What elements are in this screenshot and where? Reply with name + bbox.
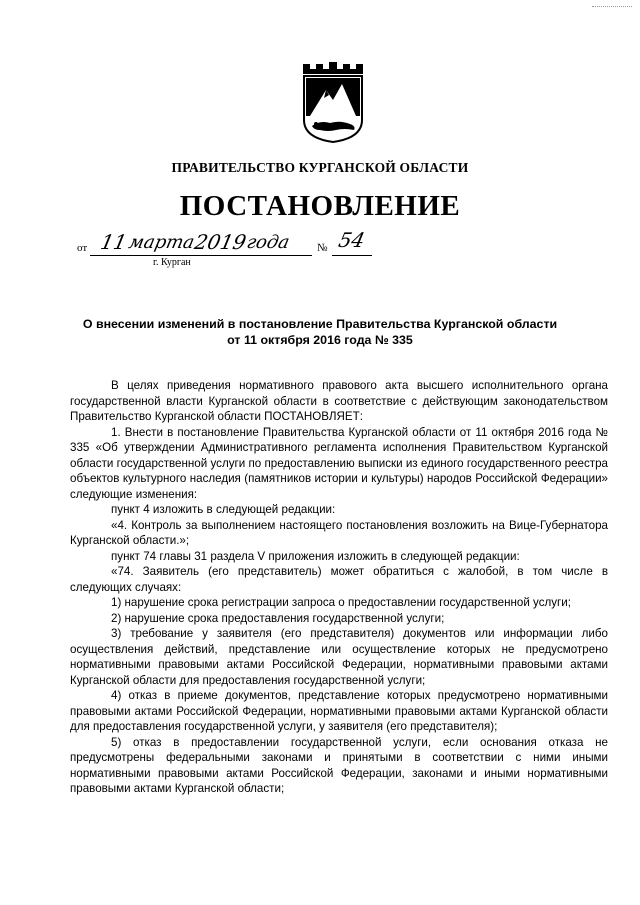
paragraph-point-4-text: «4. Контроль за выполнением настоящего постановления возложить на Вице-Губернатора Курганской области.»;: [70, 518, 608, 547]
number-label: №: [317, 242, 328, 254]
handwritten-year: 2019: [192, 230, 249, 254]
paragraph-preamble: В целях приведения нормативного правового акта высшего исполнительного органа государственной власти Курганской области в соответствие с действующим законодательством Правительство Курганской области ПОСТАНОВЛЯЕТ:: [70, 379, 608, 423]
handwritten-day: 11: [98, 230, 130, 254]
handwritten-month: марта: [126, 232, 197, 253]
paragraph-point-74-intro: пункт 74 главы 31 раздела V приложения изложить в следующей редакции:: [111, 549, 520, 563]
number-underline: [332, 255, 372, 256]
scan-corner-mark: [592, 6, 632, 9]
title-line-1: О внесении изменений в постановление Правительства Курганской области: [82, 317, 558, 331]
document-title: [60, 316, 580, 348]
handwritten-year-word: года: [244, 232, 292, 253]
date-number-line: [77, 230, 377, 270]
date-from-label: от: [77, 242, 88, 254]
paragraph-point-74-text: «74. Заявитель (его представитель) может обратиться с жалобой, в том числе в следующих случаях:: [70, 565, 608, 594]
list-item-3: 3) требование у заявителя (его представителя) документов или информации либо осуществления действий, представление или осуществление которых не предусмотрено нормативными правовыми актами Российской Федерации, нормативными правовыми актами Курганской области для предоставления государственной услуги;: [70, 627, 608, 687]
organization-name: ПРАВИТЕЛЬСТВО КУРГАНСКОЙ ОБЛАСТИ: [171, 160, 469, 175]
coat-of-arms-icon: [300, 60, 366, 144]
paragraph-item-1: 1. Внести в постановление Правительства Курганской области от 11 октября 2016 года № 335 «Об утверждении Административного регламента исполнения Правительством Курганской области государственной услуги по предоставлению выписки из единого государственного реестра объектов культурного наследия (памятников истории и культуры) народов Российской Федерации» следующие изменения:: [70, 425, 608, 501]
list-item-5: 5) отказ в предоставлении государственной услуги, если основания отказа не предусмотрены федеральными законами и принятыми в соответствии с ними иными нормативными правовыми актами Российской Федерации, законами и иными нормативными правовыми актами Курганской области;: [70, 735, 608, 795]
city-label: г. Курган: [153, 257, 191, 268]
handwritten-number: 54: [336, 228, 368, 252]
date-underline: [90, 255, 312, 256]
list-item-1: 1) нарушение срока регистрации запроса о предоставлении государственной услуги;: [111, 596, 571, 609]
title-line-2: от 11 октября 2016 года № 335: [227, 333, 413, 347]
document-type-heading: ПОСТАНОВЛЕНИЕ: [179, 190, 461, 222]
list-item-4: 4) отказ в приеме документов, представление которых предусмотрено нормативными правовыми актами Российской Федерации, нормативными правовыми актами Курганской области для предоставления государственной услуги, у заявителя (его представителя);: [70, 689, 608, 733]
document-body: [70, 378, 608, 797]
paragraph-point-4-intro: пункт 4 изложить в следующей редакции:: [111, 503, 336, 516]
list-item-2: 2) нарушение срока предоставления государственной услуги;: [111, 611, 445, 625]
